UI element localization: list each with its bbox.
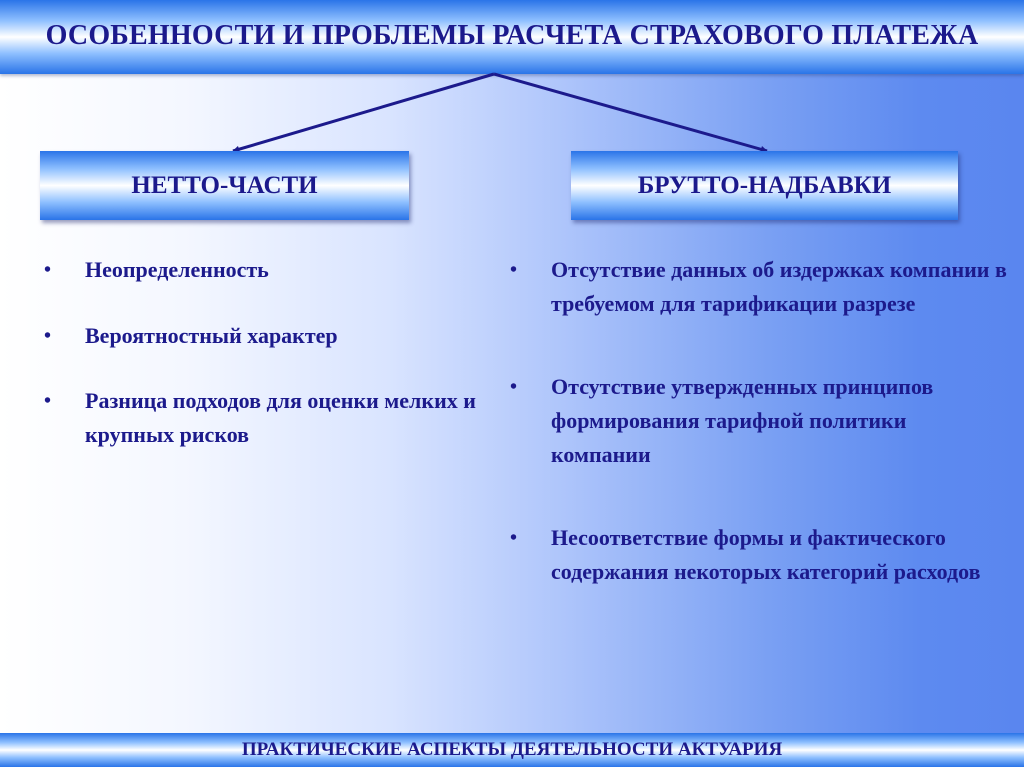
slide-title: ОСОБЕННОСТИ И ПРОБЛЕМЫ РАСЧЕТА СТРАХОВОГО ПЛАТЕЖА: [45, 20, 979, 51]
bullet-icon: •: [44, 259, 52, 281]
brutto-list: [510, 253, 1010, 589]
list-item: [510, 370, 1010, 472]
bullet-icon: •: [44, 325, 52, 347]
list-item: [44, 253, 484, 287]
bullet-icon: •: [510, 259, 518, 281]
brutto-heading-box: БРУТТО-НАДБАВКИ: [571, 151, 958, 220]
arrow-to-brutto: [494, 74, 767, 151]
list-item-text: Разница подходов для оценки мелких и крупных рисков: [85, 388, 476, 447]
netto-heading-box: НЕТТО-ЧАСТИ: [40, 151, 409, 220]
arrow-to-netto: [233, 74, 494, 151]
bullet-icon: •: [510, 527, 518, 549]
footer-text: ПРАКТИЧЕСКИЕ АСПЕКТЫ ДЕЯТЕЛЬНОСТИ АКТУАРИЯ: [241, 739, 783, 760]
list-item: [510, 253, 1010, 321]
list-item-text: Отсутствие утвержденных принципов формирования тарифной политики компании: [551, 374, 934, 467]
bullet-icon: •: [510, 376, 518, 398]
netto-list: [44, 253, 484, 452]
list-item: [44, 319, 484, 353]
list-item-text: Отсутствие данных об издержках компании в требуемом для тарификации разрезе: [551, 257, 1007, 316]
list-item-text: Вероятностный характер: [85, 323, 338, 348]
bullet-icon: •: [44, 390, 52, 412]
list-item-text: Несоответствие формы и фактического содержания некоторых категорий расходов: [551, 525, 981, 584]
list-item-text: Неопределенность: [85, 257, 269, 282]
list-item: [510, 521, 1010, 589]
list-item: [44, 384, 484, 452]
